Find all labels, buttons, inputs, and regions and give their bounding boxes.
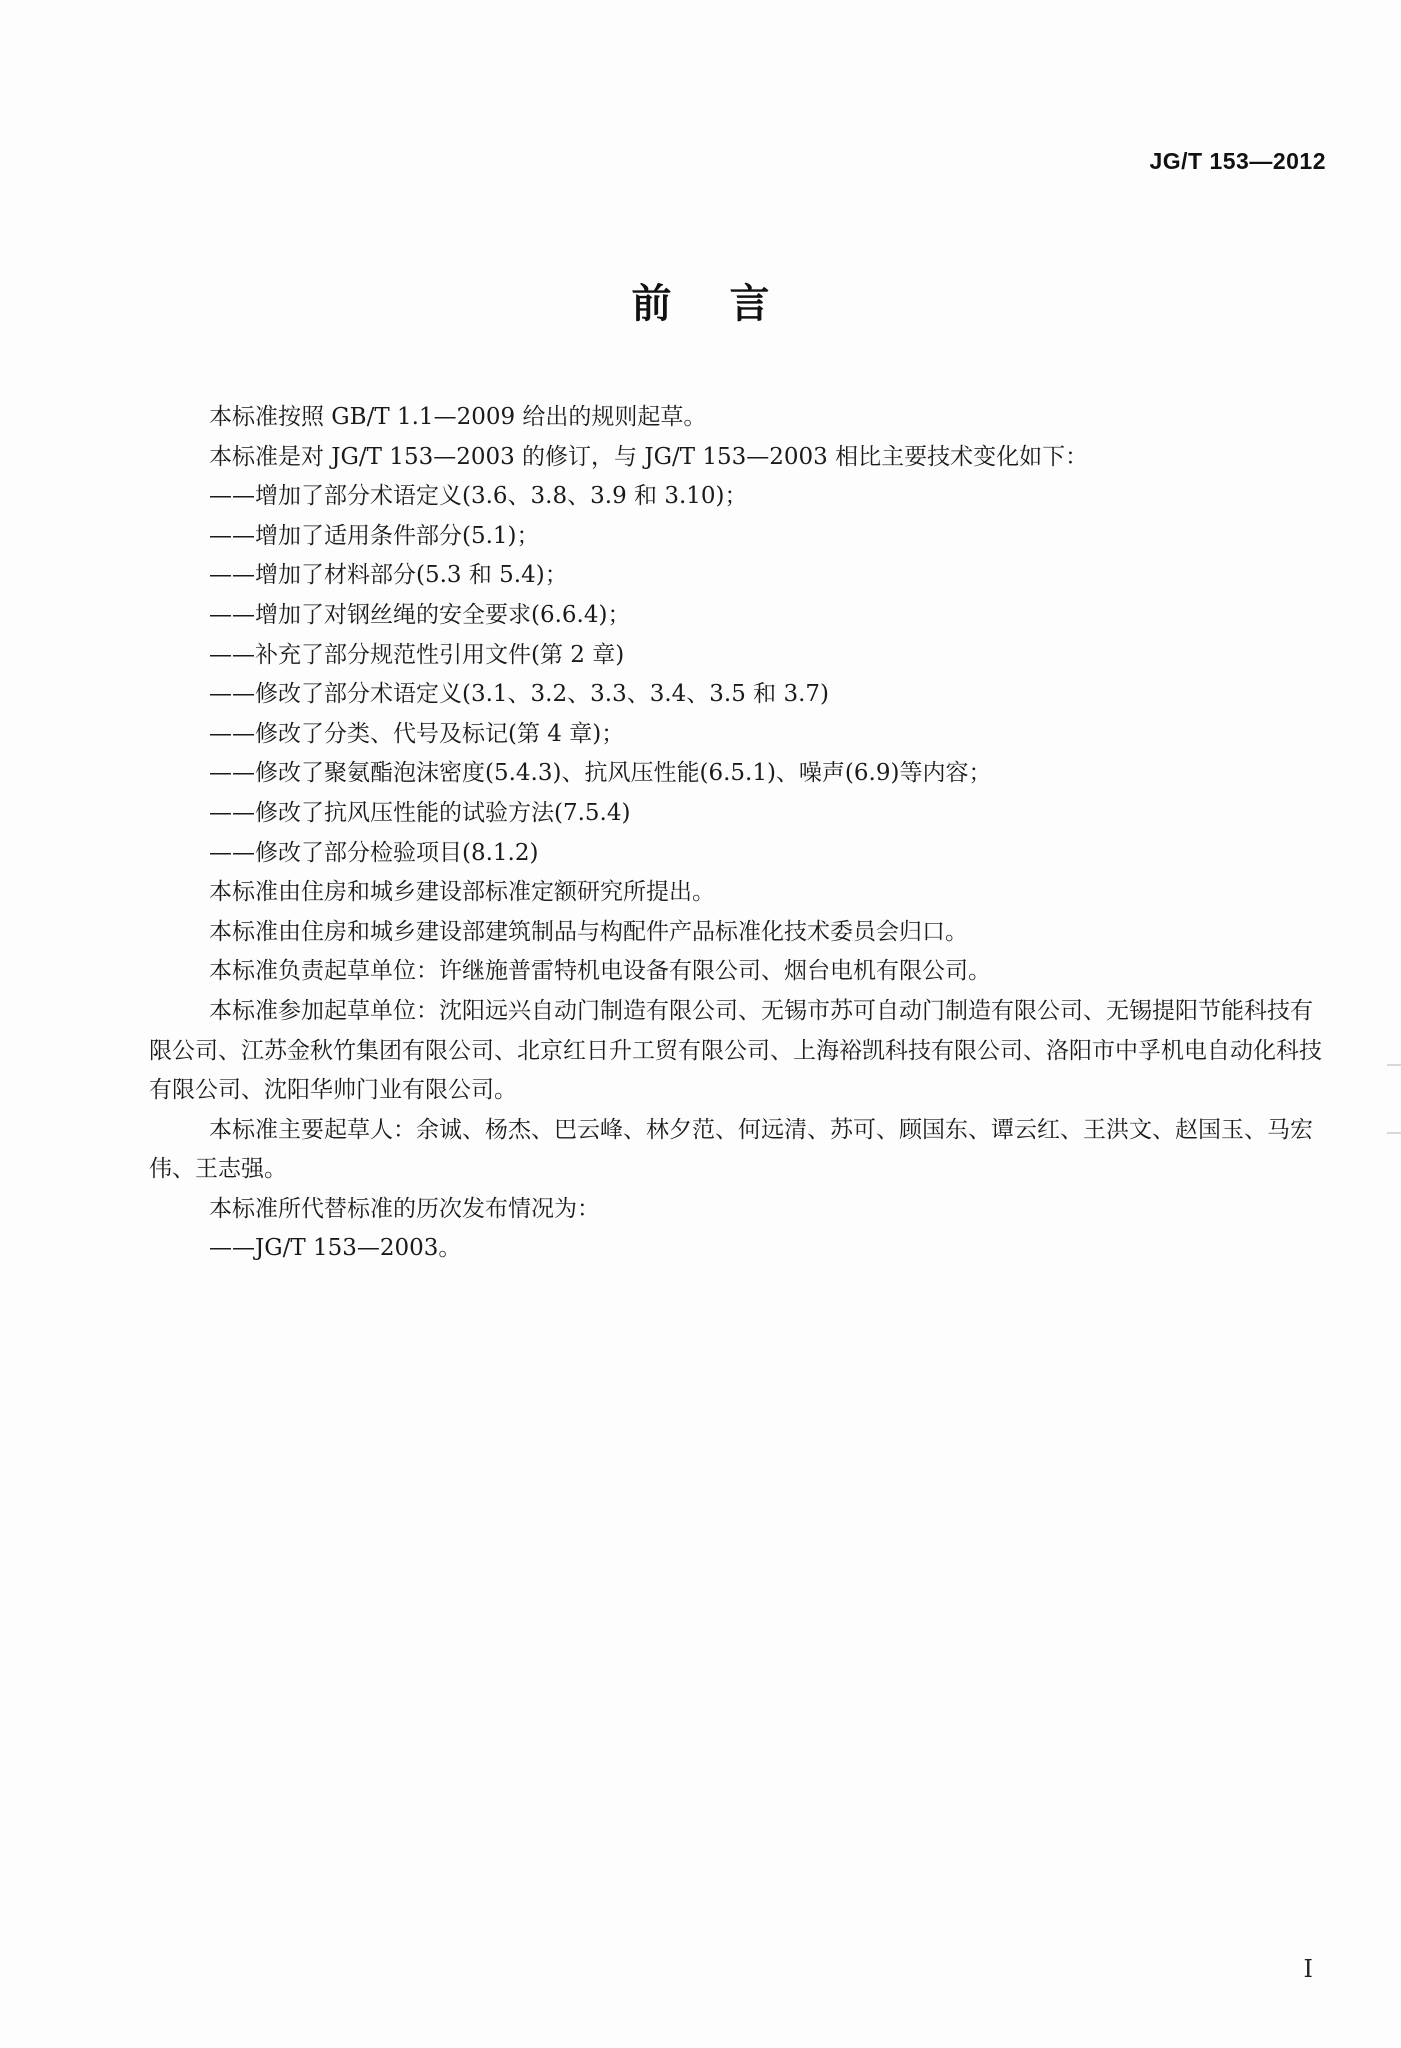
paragraph-drafting-rules: 本标准按照 GB/T 1.1—2009 给出的规则起草。 [209, 404, 707, 430]
paragraph-participating-units: 本标准参加起草单位：沈阳远兴自动门制造有限公司、无锡市苏可自动门制造有限公司、无锡提阳节能科技有限公司、江苏金秋竹集团有限公司、北京红日升工贸有限公司、上海裕凯科技有限公司、洛阳市中孚机电自动化科技有限公司、沈阳华帅门业有限公司。 [149, 997, 1322, 1104]
change-item: ——修改了抗风压性能的试验方法(7.5.4) [209, 799, 631, 826]
replaced-standard: ——JG/T 153—2003。 [209, 1235, 462, 1262]
change-item: ——增加了材料部分(5.3 和 5.4)； [209, 562, 568, 589]
page-number: I [1303, 1955, 1313, 1983]
change-item: ——修改了聚氨酯泡沫密度(5.4.3)、抗风压性能(6.5.1)、噪声(6.9)等内容； [209, 760, 992, 787]
change-item: ——增加了适用条件部分(5.1)； [209, 522, 540, 549]
change-item: ——增加了部分术语定义(3.6、3.8、3.9 和 3.10)； [209, 483, 748, 510]
change-item: ——增加了对钢丝绳的安全要求(6.6.4)； [209, 601, 631, 628]
change-item: ——修改了分类、代号及标记(第 4 章)； [209, 720, 625, 747]
scan-edge-mark [1387, 1132, 1401, 1134]
preface-body [149, 398, 1326, 1269]
paragraph-main-drafters: 本标准主要起草人：余诚、杨杰、巴云峰、林夕范、何远清、苏可、顾国东、谭云红、王洪文、赵国玉、马宏伟、王志强。 [149, 1116, 1313, 1183]
scan-edge-mark [1387, 1064, 1401, 1066]
change-item: ——修改了部分术语定义(3.1、3.2、3.3、3.4、3.5 和 3.7) [209, 681, 830, 708]
change-item: ——修改了部分检验项目(8.1.2) [209, 839, 539, 866]
paragraph-lead-drafters: 本标准负责起草单位：许继施普雷特机电设备有限公司、烟台电机有限公司。 [209, 958, 991, 985]
page-title: 前言 [631, 281, 828, 327]
paragraph-history-intro: 本标准所代替标准的历次发布情况为： [209, 1195, 600, 1222]
change-item: ——补充了部分规范性引用文件(第 2 章) [209, 641, 625, 668]
paragraph-proposer: 本标准由住房和城乡建设部标准定额研究所提出。 [209, 879, 715, 906]
paragraph-revision-intro: 本标准是对 JG/T 153—2003 的修订，与 JG/T 153—2003 相比主要技术变化如下： [209, 443, 1089, 470]
paragraph-committee: 本标准由住房和城乡建设部建筑制品与构配件产品标准化技术委员会归口。 [209, 918, 968, 945]
standard-code: JG/T 153—2012 [1149, 148, 1326, 174]
